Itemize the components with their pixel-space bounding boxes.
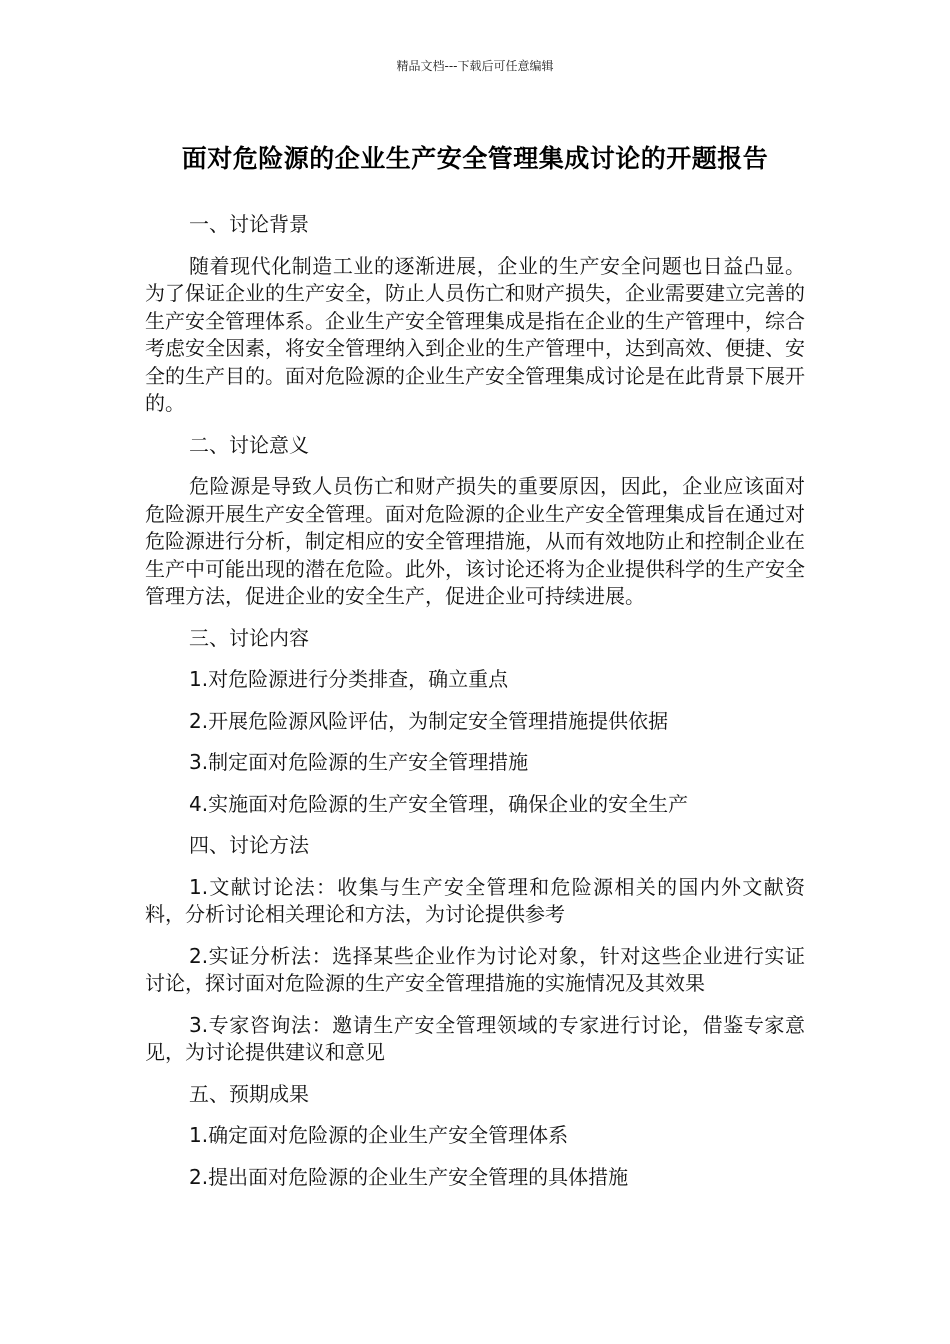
list-item-outcome: 2.提出面对危险源的企业生产安全管理的具体措施	[189, 1164, 629, 1189]
list-item-method: 2.实证分析法：选择某些企业作为讨论对象，针对这些企业进行实证讨论，探讨面对危险源的生产安全管理措施的实施情况及其效果	[145, 943, 805, 995]
list-item-content: 4.实施面对危险源的生产安全管理，确保企业的安全生产	[189, 791, 689, 816]
section-heading-significance: 二、讨论意义	[189, 432, 309, 457]
paragraph-background: 随着现代化制造工业的逐渐进展，企业的生产安全问题也日益凸显。为了保证企业的生产安全，防止人员伤亡和财产损失，企业需要建立完善的生产安全管理体系。企业生产安全管理集成是指在企业的生产管理中，综合考虑安全因素，将安全管理纳入到企业的生产管理中，达到高效、便捷、安全的生产目的。面对危险源的企业生产安全管理集成讨论是在此背景下展开的。	[145, 253, 805, 415]
list-item-method: 3.专家咨询法：邀请生产安全管理领域的专家进行讨论，借鉴专家意见，为讨论提供建议和意见	[145, 1012, 805, 1064]
section-heading-background: 一、讨论背景	[189, 212, 309, 236]
list-item-content: 1.对危险源进行分类排查，确立重点	[189, 667, 509, 691]
document-title: 面对危险源的企业生产安全管理集成讨论的开题报告	[181, 144, 769, 173]
document-body	[145, 211, 805, 1205]
list-item-content: 2.开展危险源风险评估，为制定安全管理措施提供依据	[189, 708, 669, 733]
page-header-note: 精品文档---下载后可任意编辑	[396, 59, 554, 73]
list-item-content: 3.制定面对危险源的生产安全管理措施	[189, 750, 529, 774]
section-heading-methods: 四、讨论方法	[189, 833, 309, 857]
paragraph-significance: 危险源是导致人员伤亡和财产损失的重要原因，因此，企业应该面对危险源开展生产安全管理。面对危险源的企业生产安全管理集成旨在通过对危险源进行分析，制定相应的安全管理措施，从而有效地防止和控制企业在生产中可能出现的潜在危险。此外，该讨论还将为企业提供科学的生产安全管理方法，促进企业的安全生产，促进企业可持续进展。	[145, 474, 805, 608]
list-item-method: 1.文献讨论法：收集与生产安全管理和危险源相关的国内外文献资料，分析讨论相关理论和方法，为讨论提供参考	[145, 874, 805, 926]
section-heading-outcomes: 五、预期成果	[189, 1081, 309, 1106]
list-item-outcome: 1.确定面对危险源的企业生产安全管理体系	[189, 1123, 569, 1147]
section-heading-content: 三、讨论内容	[189, 625, 309, 650]
